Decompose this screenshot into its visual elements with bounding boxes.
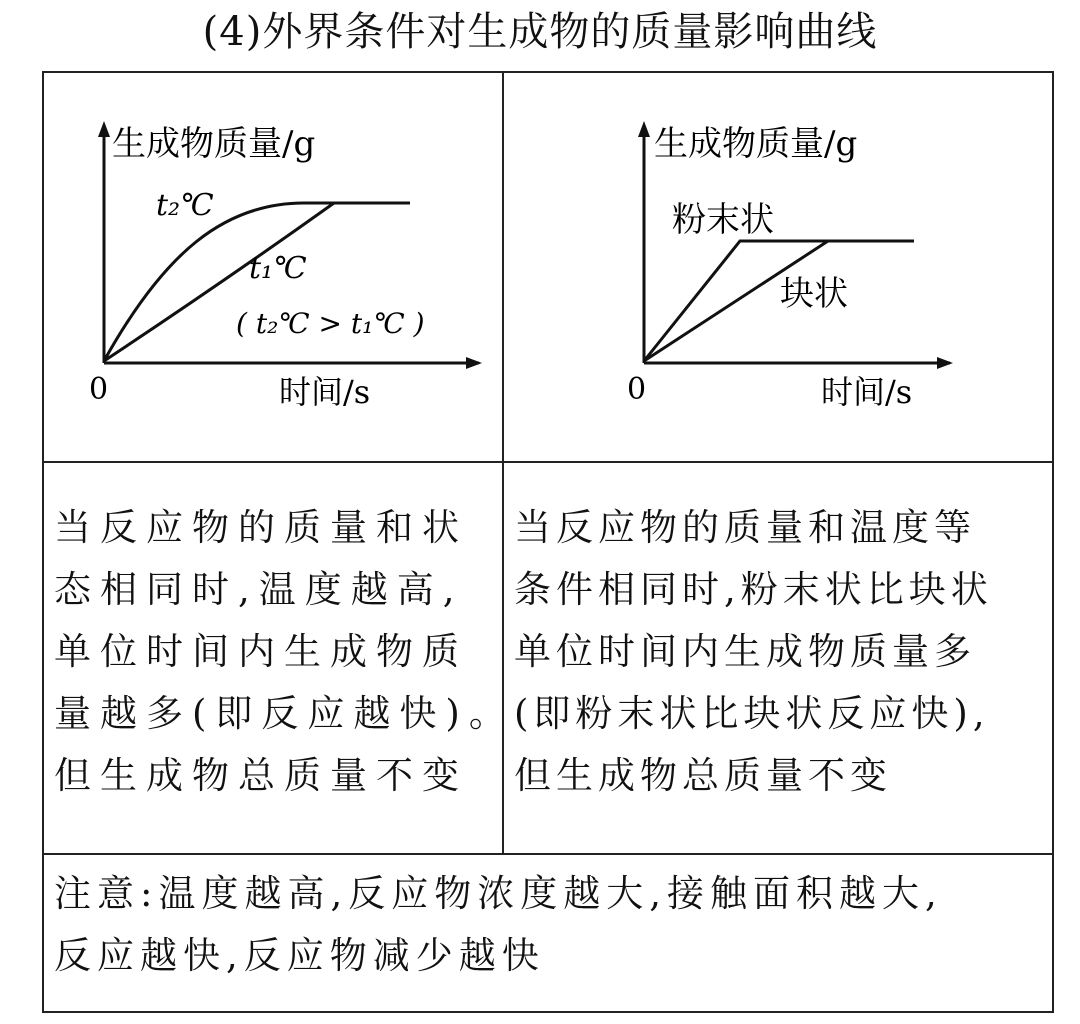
note-line: 反应越快,反应物减少越快 (54, 934, 545, 977)
note-text (54, 863, 1044, 987)
x-axis-arrow (466, 357, 482, 369)
series-label-lump: 块状 (780, 274, 848, 314)
text-line: 态相同时,温度越高, (54, 568, 464, 611)
y-axis-label: 生成物质量/g (112, 124, 316, 164)
origin-label: 0 (89, 372, 109, 407)
text-line: 量越多(即反应越快)。 (54, 692, 515, 735)
text-line: 当反应物的质量和温度等 (514, 506, 976, 549)
comparison-table (42, 71, 1054, 1013)
series-line-powder (644, 241, 914, 361)
row-divider-2 (44, 853, 1052, 855)
y-axis-arrow (638, 121, 650, 137)
column-divider (502, 73, 504, 853)
series-label-powder: 粉末状 (672, 200, 774, 240)
chart-annotation: ( t₂℃ > t₁℃ ) (236, 307, 425, 340)
particle-state-chart (624, 113, 1024, 423)
origin-label: 0 (627, 372, 647, 407)
text-line: 当反应物的质量和状 (54, 506, 468, 549)
note-line: 注意:温度越高,反应物浓度越大,接触面积越大, (54, 872, 943, 915)
y-axis-arrow (98, 121, 110, 137)
text-line: 但生成物总质量不变 (514, 754, 892, 797)
text-line: 单位时间内生成物质 (54, 630, 468, 673)
x-axis-arrow (937, 357, 953, 369)
text-line: (即粉末状比块状反应快), (514, 692, 990, 735)
page-title: (4)外界条件对生成物的质量影响曲线 (202, 9, 878, 55)
series-label-t2: t₂℃ (156, 188, 214, 223)
x-axis-label: 时间/s (279, 373, 371, 411)
particle-state-explanation (514, 497, 1054, 807)
series-label-t1: t₁℃ (249, 251, 307, 286)
y-axis-label: 生成物质量/g (654, 124, 858, 164)
temperature-explanation (54, 497, 515, 807)
text-line: 单位时间内生成物质量多 (514, 630, 976, 673)
text-line: 但生成物总质量不变 (54, 754, 468, 797)
text-line: 条件相同时,粉末状比块状 (514, 568, 993, 611)
x-axis-label: 时间/s (821, 373, 913, 411)
row-divider-1 (44, 461, 1052, 463)
temperature-chart (84, 113, 484, 423)
